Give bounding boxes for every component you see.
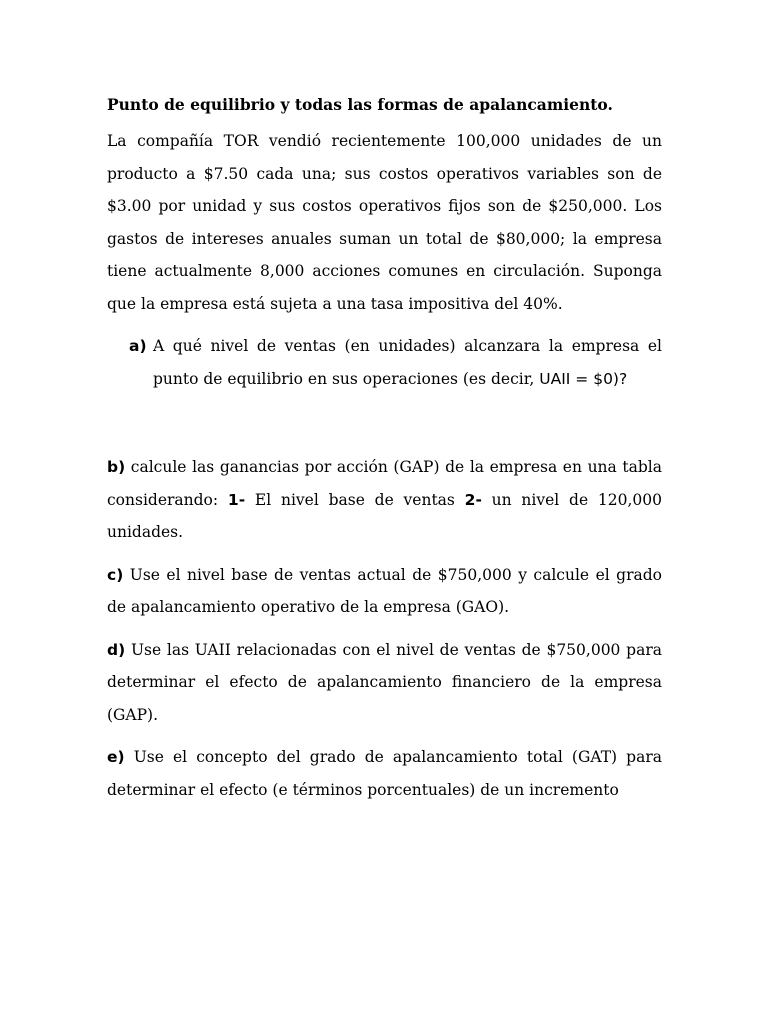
question-e-text: Use el concepto del grado de apalancamiento total (GAT) para determinar el efecto (e términos porcentuales) de un incremento bbox=[107, 748, 662, 799]
question-b-text-2: El nivel base de ventas bbox=[245, 490, 465, 509]
document-body bbox=[107, 88, 662, 806]
document-title: Punto de equilibrio y todas las formas de apalancamiento. bbox=[107, 95, 613, 114]
intro-paragraph: La compañía TOR vendió recientemente 100,000 unidades de un producto a $7.50 cada una; sus costos operativos variables son de $3.00 por unidad y sus costos operativos fijos son de $250,000. Los gastos de intereses anuales suman un total de $80,000; la empresa tiene actualmente 8,000 acciones comunes en circulación. Suponga que la empresa está sujeta a una tasa impositiva del 40%. bbox=[107, 132, 662, 313]
question-b-number-2: 2- bbox=[464, 490, 482, 509]
question-c-label: c) bbox=[107, 565, 124, 584]
question-b-text-3: un nivel de 120,000 unidades. bbox=[107, 490, 662, 541]
question-b bbox=[107, 451, 662, 549]
question-e-label: e) bbox=[107, 748, 125, 766]
question-b-number-1: 1- bbox=[227, 490, 246, 509]
question-b-text-1: calcule las ganancias por acción (GAP) de la empresa en una tabla considerando: bbox=[107, 458, 662, 509]
question-d-label: d) bbox=[107, 640, 126, 659]
question-b-label: b) bbox=[107, 458, 126, 476]
question-c bbox=[107, 559, 662, 624]
question-d-text: Use las UAII relacionadas con el nivel de ventas de $750,000 para determinar el efecto de apalancamiento financiero de la empresa (GAP). bbox=[107, 640, 662, 724]
question-d bbox=[107, 634, 662, 732]
question-a-label: a) bbox=[129, 337, 147, 355]
question-c-text: Use el nivel base de ventas actual de $750,000 y calcule el grado de apalancamiento operativo de la empresa (GAO). bbox=[107, 565, 662, 616]
question-a-text: A qué nivel de ventas (en unidades) alcanzara la empresa el punto de equilibrio en sus operaciones (es decir, bbox=[153, 337, 662, 388]
question-a bbox=[107, 330, 662, 395]
question-e bbox=[107, 741, 662, 806]
question-a-text-end: UAII = $0)? bbox=[539, 369, 628, 388]
